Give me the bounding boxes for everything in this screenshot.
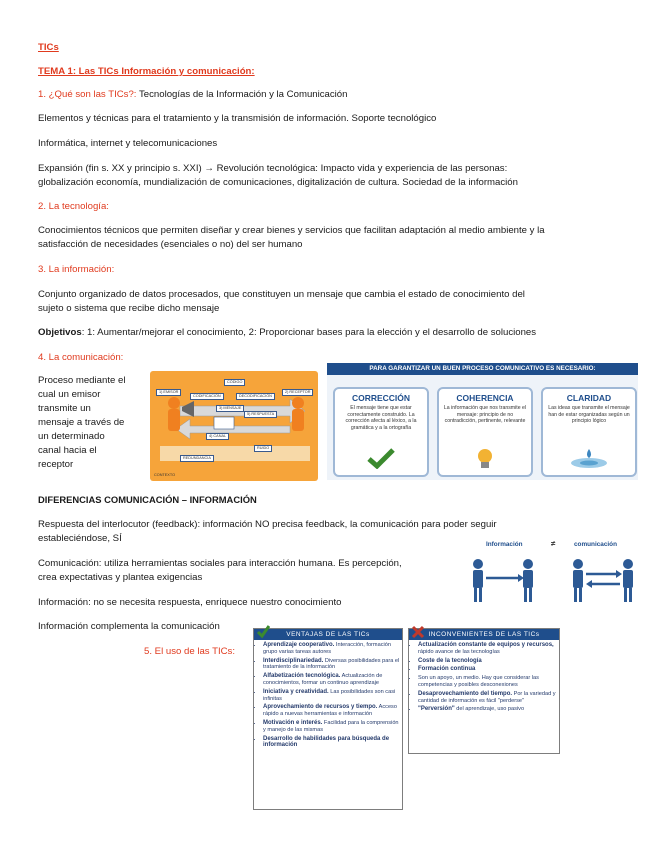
section-4-line: transmite un	[38, 403, 91, 414]
inconvenientes-panel	[408, 628, 560, 754]
person-icon	[523, 559, 533, 602]
list-item: • Son un apoyo, un medio. Hay que considerar las competencias y posibles desconexiones	[418, 675, 559, 689]
diferencias-resp-1: Respuesta del interlocutor (feedback): información NO precisa feedback, la comunicación para poder seguir	[38, 519, 497, 530]
lightbulb-icon	[470, 446, 500, 470]
list-item: • Motivación e interés. Facilidad para la comprensión y manejo de las mismas	[263, 720, 402, 734]
diferencias-com-2: crea expectativas y plantea exigencias	[38, 572, 203, 583]
list-item: • Actualización constante de equipos y recursos, rápido avance de las tecnologías	[418, 642, 559, 656]
section-1	[38, 88, 347, 102]
paragraph-elements: Elementos y técnicas para el tratamiento y la transmisión de información. Soporte tecnológico	[38, 113, 437, 124]
diagram-label-canal: 4) CANAL	[206, 433, 229, 440]
inconvenientes-list	[409, 642, 559, 713]
mensaje-box-icon	[214, 417, 234, 429]
section-4-line: receptor	[38, 459, 74, 470]
section-4-text	[38, 374, 148, 472]
communication-diagram	[150, 371, 318, 481]
card-coherencia	[437, 387, 533, 477]
process-panel	[327, 363, 638, 480]
section-3-line-1: Conjunto organizado de datos procesados, que constituyen un mensaje que cambia el estado de conocimiento del	[38, 289, 525, 300]
diferencias-com-1: Comunicación: utiliza herramientas sociales para interacción humana. Es percepción,	[38, 558, 402, 569]
ventajas-panel	[253, 628, 403, 810]
diagram-label-decodificacion: DECODIFICACIÓN	[236, 393, 275, 400]
diagram-label-contexto: CONTEXTO	[154, 473, 176, 477]
emisor-head-icon	[168, 397, 180, 409]
paragraph-expansion-2: globalización economía, mundialización de comunicaciones, digitalización de cultura. Sociedad de la información	[38, 177, 518, 188]
section-2-line-2: satisfacción de necesidades (esenciales o no) del ser humano	[38, 239, 303, 250]
diagram-label-codificacion: CODIFICACIÓN	[190, 393, 224, 400]
diagram-label-receptor: 2) RECEPTOR	[282, 389, 313, 396]
card-claridad-text: Las ideas que transmite el mensaje han de estar organizadas según un principio lógico	[548, 405, 630, 424]
diagram-label-codigo: CÓDIGO	[224, 379, 245, 386]
card-claridad-heading: CLARIDAD	[566, 393, 612, 403]
emisor-body-icon	[168, 409, 180, 431]
inconvenientes-title: INCONVENIENTES DE LAS TICs	[409, 629, 559, 640]
list-item: • Formación continua	[418, 666, 559, 673]
section-2-heading: 2. La tecnología:	[38, 201, 109, 212]
objetivos	[38, 326, 536, 340]
person-icon	[473, 559, 483, 602]
cross-icon	[411, 625, 425, 639]
paragraph-expansion-1: Expansión (fin s. XX y principio s. XXI) → Revolución tecnológica: Impacto vida y experiencia de las personas:	[38, 163, 508, 174]
section-5-heading: 5. El uso de las TICs:	[144, 646, 236, 657]
list-item: • Aprendizaje cooperativo. Interacción, formación grupo varias tareas autores	[263, 642, 402, 656]
card-correccion	[333, 387, 429, 477]
people-figure-graphic	[466, 550, 638, 610]
section-3-line-2: sujeto o sistema que recibe dicho mensaje	[38, 303, 220, 314]
card-claridad	[541, 387, 637, 477]
receptor-head-icon	[292, 397, 304, 409]
ventajas-title: VENTAJAS DE LAS TICs	[254, 629, 402, 640]
section-4-heading: 4. La comunicación:	[38, 352, 124, 363]
objetivos-text: : 1: Aumentar/mejorar el conocimiento, 2: Proporcionar bases para la elección y el desarrollo de soluciones	[81, 327, 537, 338]
tema-heading: TEMA 1: Las TICs Información y comunicación:	[38, 66, 255, 77]
section-4-line: canal hacia el	[38, 445, 97, 456]
list-item: • "Perversión" del aprendizaje, uso pasivo	[418, 706, 559, 713]
diagram-label-emisor: 1) EMISOR	[156, 389, 181, 396]
figure-label-comunicacion: comunicación	[574, 541, 617, 548]
section-1-text: Tecnologías de la Información y la Comunicación	[138, 89, 348, 100]
person-icon	[573, 559, 583, 602]
diagram-label-redundancia: REDUNDANCIA	[180, 455, 214, 462]
figure-label-informacion: Información	[486, 541, 523, 548]
diagram-label-respuesta: 5) RESPUESTA	[244, 411, 277, 418]
diagram-label-ruido: RUIDO	[254, 445, 272, 452]
ventajas-list	[254, 642, 402, 749]
paragraph-informatica: Informática, internet y telecomunicaciones	[38, 138, 218, 149]
card-correccion-text: El mensaje tiene que estar correctamente construido. La corrección afecta al léxico, a la gramática y a la ortografía	[345, 405, 417, 431]
diferencias-info: Información: no se necesita respuesta, enriquece nuestro conocimiento	[38, 597, 342, 608]
diferencias-resp-2: estableciéndose, SÍ	[38, 533, 122, 544]
diferencias-heading: DIFERENCIAS COMUNICACIÓN – INFORMACIÓN	[38, 494, 257, 505]
section-2-line-1: Conocimientos técnicos que permiten diseñar y crear bienes y servicios que facilitan adaptación al medio ambiente y la	[38, 225, 545, 236]
card-coherencia-text: La información que nos transmite el mensaje: principio de no contradicción, pertinente, relevante	[443, 405, 527, 424]
list-item: • Interdisciplinariedad. Diversas posibilidades para el tratamiento de la información	[263, 658, 402, 672]
checkmark-icon	[366, 447, 396, 469]
figure-neq-sign: ≠	[551, 539, 556, 548]
diagram-label-mensaje: 3) MENSAJE	[216, 405, 244, 412]
person-icon	[623, 559, 633, 602]
section-4-line: mensaje a través de	[38, 417, 125, 428]
process-panel-title: PARA GARANTIZAR UN BUEN PROCESO COMUNICATIVO ES NECESARIO:	[327, 363, 638, 375]
list-item: • Coste de la tecnología	[418, 658, 559, 665]
check-icon	[256, 625, 270, 639]
diferencias-complementa: Información complementa la comunicación	[38, 621, 220, 632]
water-drop-icon	[569, 447, 609, 469]
receptor-body-icon	[292, 409, 304, 431]
section-4-line: Proceso mediante el	[38, 375, 126, 386]
list-item: • Alfabetización tecnológica. Actualización de conocimientos, formar un continuo aprendizaje	[263, 673, 402, 687]
document-title: TICs	[38, 42, 59, 53]
section-4-line: cual un emisor	[38, 389, 101, 400]
info-vs-com-figure	[466, 538, 638, 608]
card-correccion-heading: CORRECCIÓN	[351, 393, 411, 403]
section-4-line: un determinado	[38, 431, 105, 442]
list-item: • Desaprovechamiento del tiempo. Por la variedad y cantidad de información es fácil "perderse"	[418, 691, 559, 705]
objetivos-label: Objetivos	[38, 327, 82, 338]
section-1-heading: 1. ¿Qué son las TICs?:	[38, 89, 137, 100]
diagram-graphic	[150, 371, 318, 481]
list-item: • Aprovechamiento de recursos y tiempo. Acceso rápido a nuevas herramientas e información	[263, 704, 402, 718]
list-item: • Iniciativa y creatividad. Las posibilidades son casi infinitas	[263, 689, 402, 703]
card-coherencia-heading: COHERENCIA	[456, 393, 514, 403]
section-3-heading: 3. La información:	[38, 264, 115, 275]
list-item: • Desarrollo de habilidades para búsqueda de información	[263, 736, 402, 750]
